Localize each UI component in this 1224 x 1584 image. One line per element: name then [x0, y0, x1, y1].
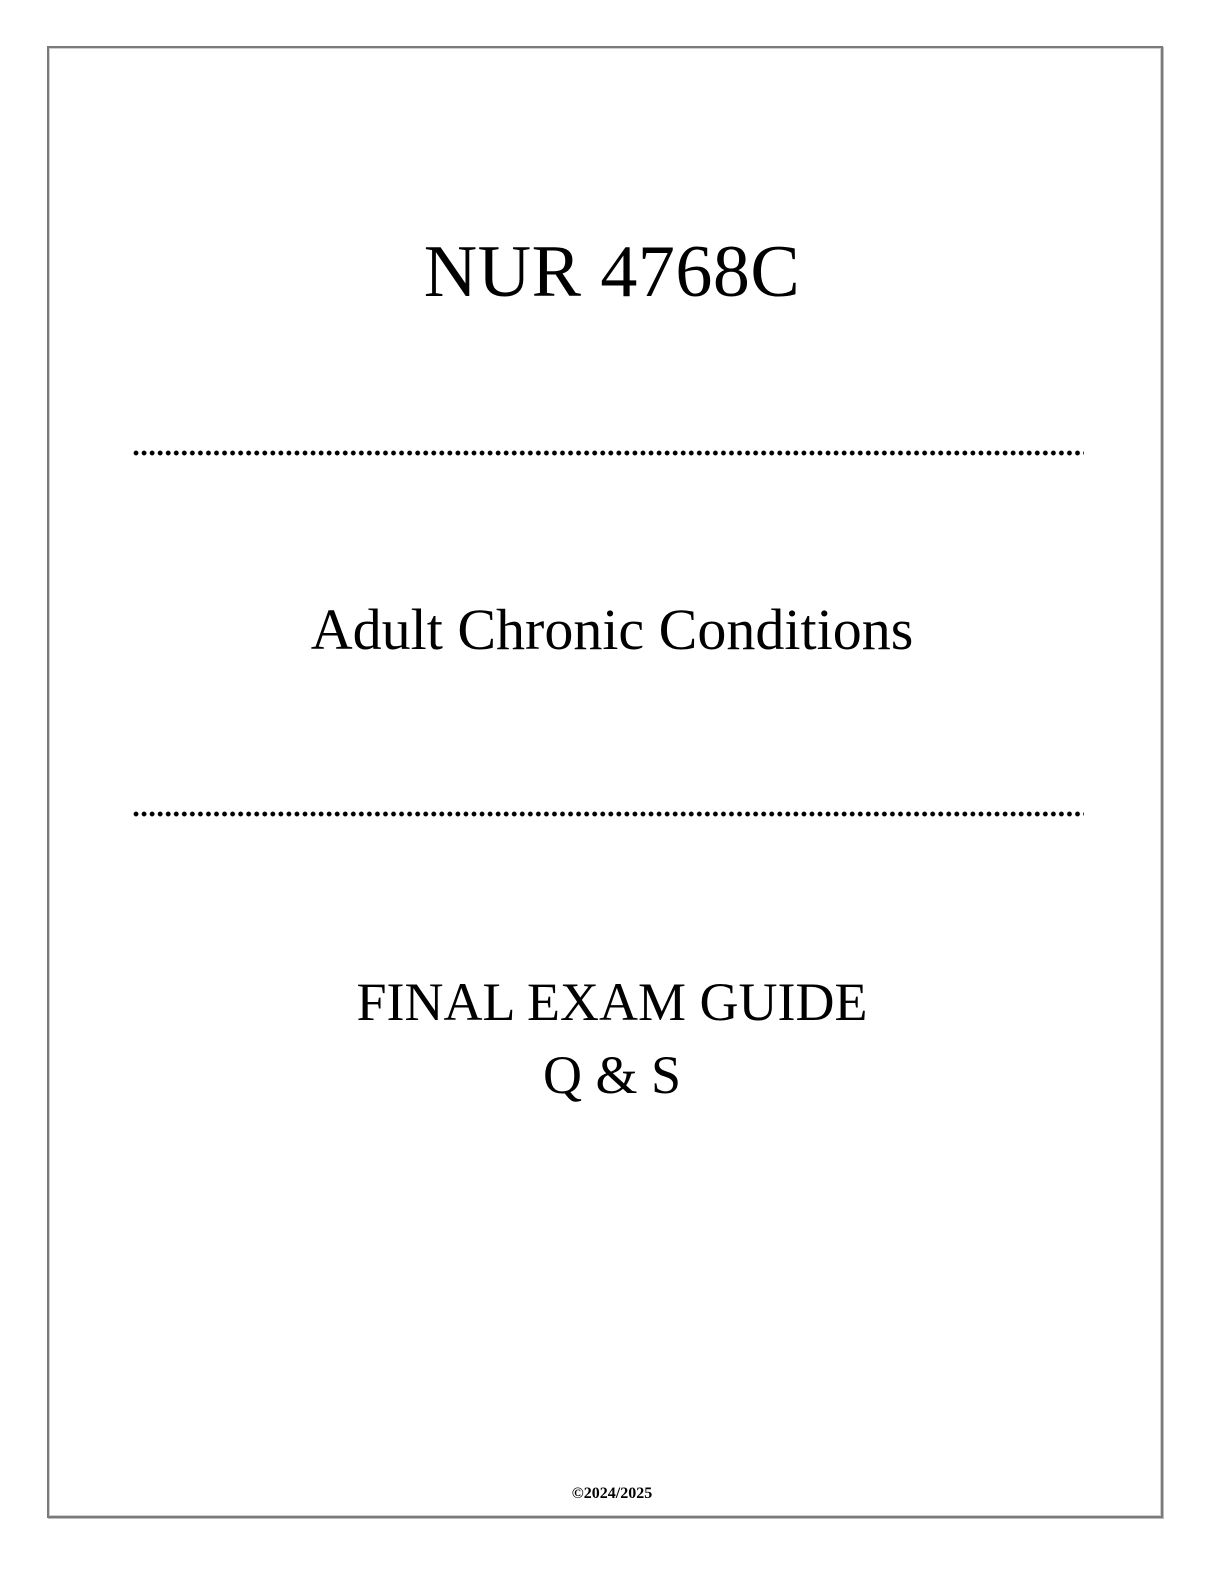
copyright-notice: ©2024/2025 [571, 1485, 653, 1502]
course-code-heading: NUR 4768C [423, 231, 801, 313]
dotted-divider-top [132, 449, 1084, 457]
dotted-divider-bottom [132, 810, 1084, 818]
exam-subtitle: Q & S [542, 1045, 682, 1105]
course-title: Adult Chronic Conditions [310, 597, 914, 662]
exam-title: FINAL EXAM GUIDE [356, 972, 868, 1032]
